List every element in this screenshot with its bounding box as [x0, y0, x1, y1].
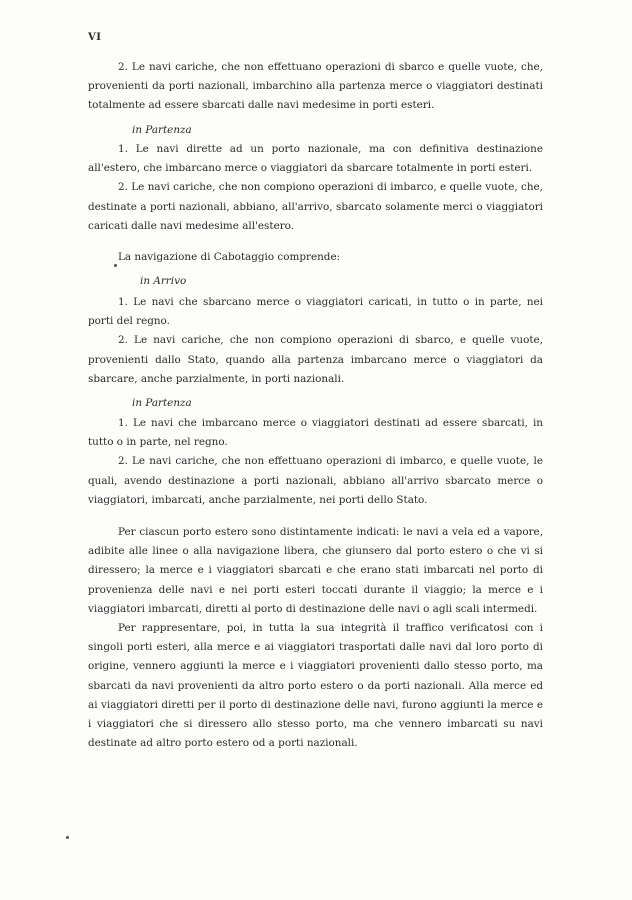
ink-speck [114, 264, 117, 267]
paragraph: 1. Le navi che imbarcano merce o viaggiatori destinati ad essere sbarcati, in tutto o in parte, nel regno. [88, 417, 543, 449]
cabotaggio-intro-wrap [88, 248, 543, 267]
page-number: VI [88, 32, 102, 43]
paragraph: Per rappresentare, poi, in tutta la sua integrità il traffico verificatosi con i singoli porti esteri, alla merce e ai viaggiatori trasportati dalle navi dal loro porto di origine, vennero aggiunti la merce e i viaggiatori provenienti dallo stesso porto, ma sbarcati da navi provenienti da altro porto estero o da porti nazionali. Alla merce ed ai viaggiatori diretti per il porto di destinazione delle navi, furono aggiunti la merce e i viaggiatori che si diressero allo stesso porto, ma che vennero imbarcati su navi destinate ad altro porto estero od a porti nazionali. [88, 622, 543, 750]
ink-speck [66, 836, 69, 839]
heading-arrivo-wrap [88, 272, 543, 291]
paragraph: 2. Le navi cariche, che non effettuano operazioni di sbarco e quelle vuote, che, provenienti da porti nazionali, imbarchino alla partenza merce o viaggiatori destinati totalmente ad essere sbarcati dalle navi medesime in porti esteri. [88, 61, 543, 112]
paragraph: La navigazione di Cabotaggio comprende: [118, 251, 341, 263]
paragraph: 1. Le navi dirette ad un porto nazionale, ma con definitiva destinazione all'estero, che imbarcano merce o viaggiatori da sbarcare totalmente in porti esteri. [88, 143, 543, 175]
heading-partenza-1-wrap [88, 121, 543, 140]
paragraph: 1. Le navi che sbarcano merce o viaggiatori caricati, in tutto o in parte, nei porti del regno. [88, 296, 543, 328]
section-block-1 [88, 58, 543, 116]
heading-partenza-2-wrap [88, 394, 543, 413]
section-heading: in Partenza [132, 124, 192, 136]
paragraph: 2. Le navi cariche, che non compiono operazioni di sbarco, e quelle vuote, provenienti dallo Stato, quando alla partenza imbarcano merce o viaggiatori da sbarcare, anche parzialmente, in porti nazionali. [88, 334, 543, 385]
paragraph: 2. Le navi cariche, che non effettuano operazioni di imbarco, e quelle vuote, le quali, avendo destinazione a porti nazionali, abbiano all'arrivo sbarcato merce o viaggiatori, imbarcati, anche parzialmente, nei porti dello Stato. [88, 455, 543, 506]
section-block-4 [88, 414, 543, 510]
section-heading: in Partenza [132, 397, 192, 409]
section-block-2 [88, 140, 543, 236]
section-block-5 [88, 523, 543, 753]
section-heading: in Arrivo [140, 275, 187, 287]
section-block-3 [88, 293, 543, 389]
paragraph: Per ciascun porto estero sono distintamente indicati: le navi a vela ed a vapore, adibite alle linee o alla navigazione libera, che giunsero dal porto estero o che vi si diressero; la merce e i viaggiatori sbarcati e che erano stati imbarcati nel porto di provenienza delle navi e nei porti esteri toccati durante il viaggio; la merce e i viaggiatori imbarcati, diretti al porto di destinazione delle navi o agli scali intermedi. [88, 526, 543, 615]
paragraph: 2. Le navi cariche, che non compiono operazioni di imbarco, e quelle vuote, che, destinate a porti nazionali, abbiano, all'arrivo, sbarcato solamente merci o viaggiatori caricati dalle navi medesime all'estero. [88, 181, 543, 232]
